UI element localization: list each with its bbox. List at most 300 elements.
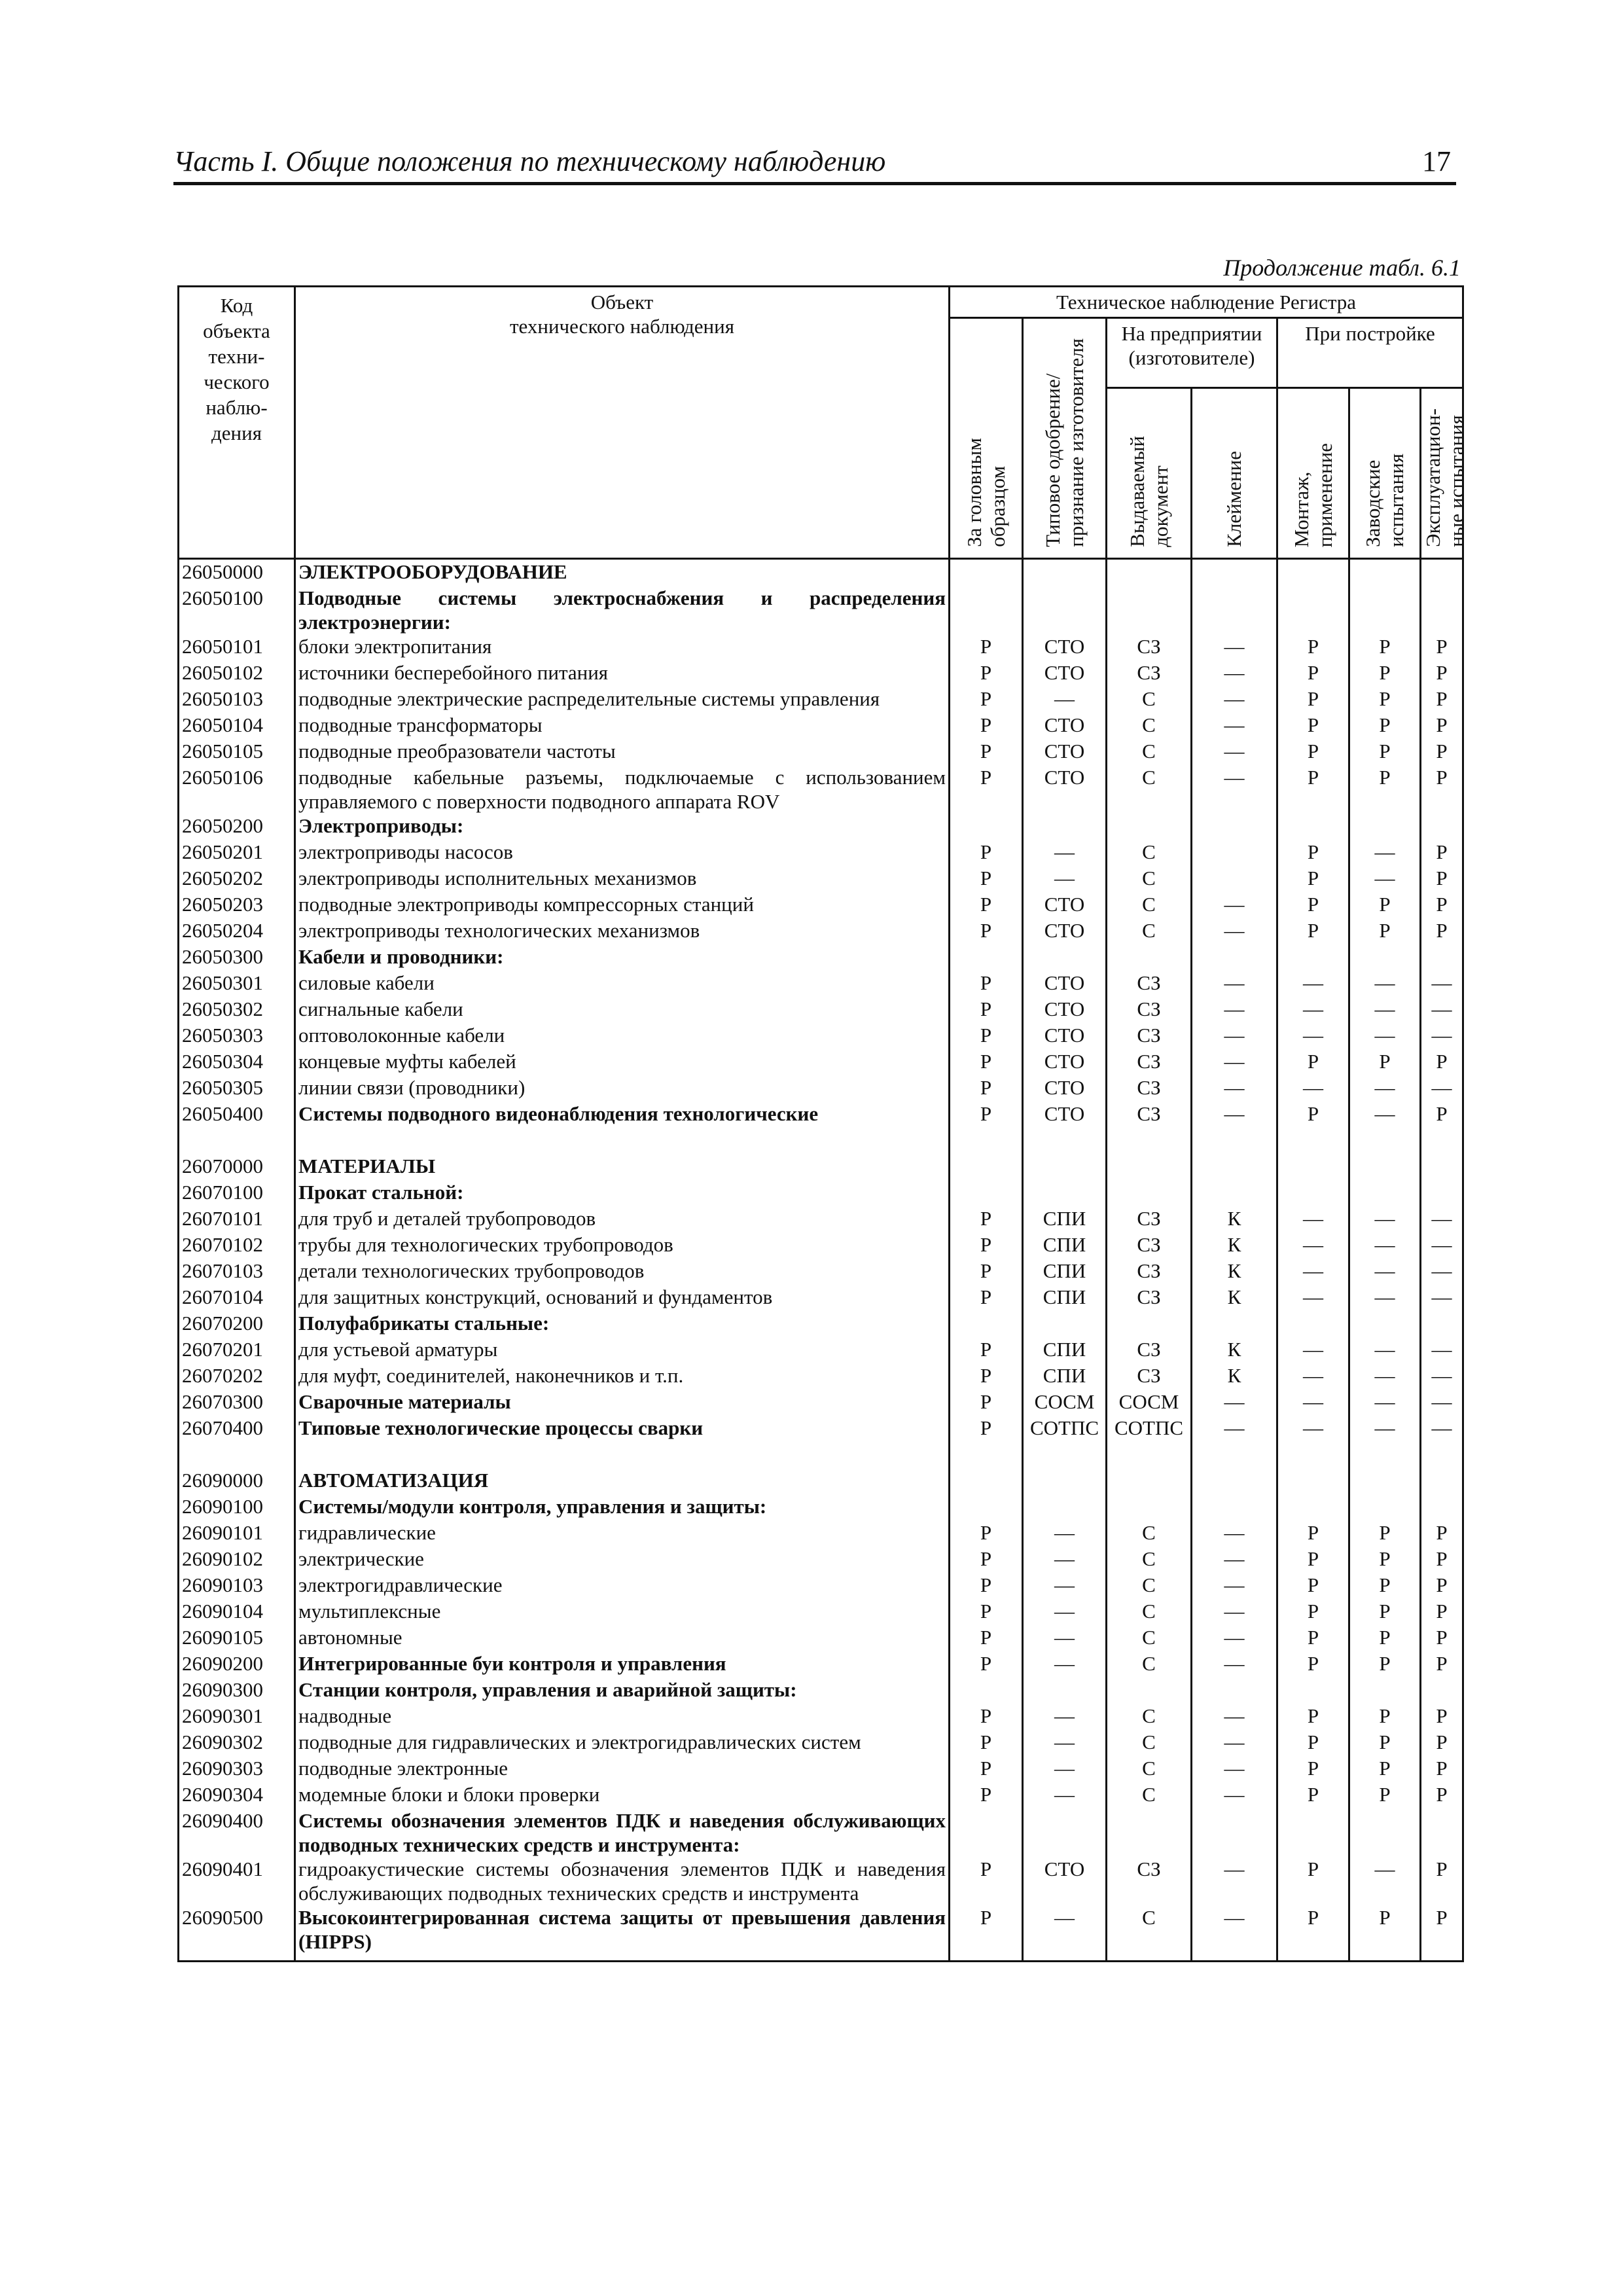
value-cell: — <box>1349 1232 1421 1259</box>
value-cell: — <box>1023 840 1107 866</box>
value-cell: Р <box>950 971 1023 997</box>
object-cell: Полуфабрикаты стальные: <box>295 1311 950 1337</box>
value-cell: — <box>1192 1075 1277 1102</box>
value-cell: СЗ <box>1107 1363 1192 1390</box>
value-cell: Р <box>1277 713 1349 739</box>
value-cell: СТО <box>1023 1857 1107 1905</box>
value-cell: Р <box>950 1102 1023 1128</box>
header-factory-tests: Заводские испытания <box>1349 388 1421 559</box>
object-cell: надводные <box>295 1704 950 1730</box>
value-cell: — <box>1023 1730 1107 1756</box>
value-cell: — <box>1349 1206 1421 1232</box>
value-cell: Р <box>1421 1049 1463 1075</box>
spacer-row <box>179 1442 1463 1468</box>
value-cell: — <box>1192 971 1277 997</box>
value-cell: Р <box>950 918 1023 944</box>
value-cell: Р <box>1277 687 1349 713</box>
value-cell: — <box>1421 1416 1463 1442</box>
value-cell: СПИ <box>1023 1206 1107 1232</box>
value-cell: СТО <box>1023 892 1107 918</box>
table-row <box>179 1808 1463 1857</box>
code-cell: 26090104 <box>179 1599 295 1625</box>
header-type-approval: Типовое одобрение/ признание изготовителя <box>1023 318 1107 559</box>
value-cell: Р <box>950 840 1023 866</box>
code-cell: 26090303 <box>179 1756 295 1782</box>
value-cell <box>1023 1468 1107 1494</box>
value-cell: СПИ <box>1023 1363 1107 1390</box>
value-cell: — <box>1277 971 1349 997</box>
value-cell <box>1277 1494 1349 1520</box>
value-cell: Р <box>1277 765 1349 814</box>
object-cell: подводные кабельные разъемы, подключаемые с использованием управляемого с поверхности подводного аппарата ROV <box>295 765 950 814</box>
object-cell: Прокат стальной: <box>295 1180 950 1206</box>
value-cell: Р <box>950 1782 1023 1808</box>
object-cell: Подводные системы электроснабжения и распределения электроэнергии: <box>295 586 950 634</box>
value-cell: СТО <box>1023 634 1107 660</box>
value-cell <box>1349 1154 1421 1180</box>
header-marking: Клеймение <box>1192 388 1277 559</box>
value-cell: К <box>1192 1363 1277 1390</box>
value-cell <box>1023 1128 1107 1154</box>
value-cell: Р <box>1349 918 1421 944</box>
value-cell: — <box>1192 1782 1277 1808</box>
value-cell: Р <box>1421 892 1463 918</box>
table-row <box>179 997 1463 1023</box>
value-cell: Р <box>950 1547 1023 1573</box>
value-cell <box>1107 814 1192 840</box>
object-cell: Системы подводного видеонаблюдения технологические <box>295 1102 950 1128</box>
object-cell: модемные блоки и блоки проверки <box>295 1782 950 1808</box>
value-cell <box>950 814 1023 840</box>
value-cell: — <box>1349 1857 1421 1905</box>
value-cell: Р <box>1277 739 1349 765</box>
table-row <box>179 1363 1463 1390</box>
object-cell: Системы/модули контроля, управления и защиты: <box>295 1494 950 1520</box>
value-cell: Р <box>1277 1782 1349 1808</box>
value-cell <box>1349 559 1421 586</box>
value-cell <box>1349 1677 1421 1704</box>
page-number: 17 <box>1422 145 1451 177</box>
value-cell: СЗ <box>1107 1102 1192 1128</box>
value-cell <box>1421 1808 1463 1857</box>
object-cell: электрические <box>295 1547 950 1573</box>
value-cell: — <box>1192 1573 1277 1599</box>
value-cell <box>950 1468 1023 1494</box>
table-row <box>179 1285 1463 1311</box>
value-cell <box>1277 1311 1349 1337</box>
value-cell <box>1192 559 1277 586</box>
value-cell <box>1192 866 1277 892</box>
value-cell: — <box>1421 1232 1463 1259</box>
value-cell: СПИ <box>1023 1337 1107 1363</box>
value-cell: Р <box>950 1259 1023 1285</box>
value-cell: К <box>1192 1337 1277 1363</box>
value-cell <box>1023 1311 1107 1337</box>
table-row <box>179 1573 1463 1599</box>
code-cell: 26070101 <box>179 1206 295 1232</box>
value-cell <box>1192 1677 1277 1704</box>
value-cell: Р <box>1421 1102 1463 1128</box>
code-cell: 26070104 <box>179 1285 295 1311</box>
table-row <box>179 1049 1463 1075</box>
value-cell: — <box>1023 1625 1107 1651</box>
table-row <box>179 1232 1463 1259</box>
table-row <box>179 1547 1463 1573</box>
value-cell: — <box>1421 1206 1463 1232</box>
table-row <box>179 892 1463 918</box>
code-cell: 26090000 <box>179 1468 295 1494</box>
value-cell: Р <box>1349 892 1421 918</box>
value-cell: Р <box>950 1285 1023 1311</box>
value-cell: Р <box>1421 687 1463 713</box>
value-cell: СЗ <box>1107 997 1192 1023</box>
value-cell: — <box>1192 713 1277 739</box>
value-cell: Р <box>950 1625 1023 1651</box>
value-cell <box>1192 840 1277 866</box>
value-cell: — <box>1192 1520 1277 1547</box>
value-cell: С <box>1107 1704 1192 1730</box>
value-cell: Р <box>1421 634 1463 660</box>
value-cell: Р <box>1349 1547 1421 1573</box>
value-cell: — <box>1349 1075 1421 1102</box>
value-cell: — <box>1349 840 1421 866</box>
value-cell: Р <box>1349 634 1421 660</box>
value-cell: Р <box>1349 687 1421 713</box>
table-row <box>179 840 1463 866</box>
table-body <box>179 559 1463 1962</box>
value-cell: Р <box>1349 1599 1421 1625</box>
value-cell <box>1107 1311 1192 1337</box>
value-cell <box>1421 1154 1463 1180</box>
value-cell <box>1277 1677 1349 1704</box>
value-cell <box>950 1808 1023 1857</box>
value-cell: — <box>1023 1905 1107 1962</box>
object-cell: МАТЕРИАЛЫ <box>295 1154 950 1180</box>
value-cell <box>1023 586 1107 634</box>
value-cell: Р <box>1349 1905 1421 1962</box>
value-cell: СПИ <box>1023 1285 1107 1311</box>
object-cell: для муфт, соединителей, наконечников и т.п. <box>295 1363 950 1390</box>
value-cell: Р <box>1349 1730 1421 1756</box>
value-cell: СЗ <box>1107 1049 1192 1075</box>
value-cell: Р <box>1349 1573 1421 1599</box>
value-cell <box>950 1154 1023 1180</box>
value-cell: — <box>1192 918 1277 944</box>
value-cell <box>950 1494 1023 1520</box>
code-cell: 26050100 <box>179 586 295 634</box>
header-mounting: Монтаж, применение <box>1277 388 1349 559</box>
code-cell: 26050204 <box>179 918 295 944</box>
value-cell <box>1349 1442 1421 1468</box>
object-cell: мультиплексные <box>295 1599 950 1625</box>
code-cell: 26090304 <box>179 1782 295 1808</box>
value-cell: — <box>1349 1023 1421 1049</box>
value-cell <box>1421 1180 1463 1206</box>
code-cell: 26050302 <box>179 997 295 1023</box>
value-cell: Р <box>950 1206 1023 1232</box>
value-cell <box>1349 1180 1421 1206</box>
object-cell: Станции контроля, управления и аварийной защиты: <box>295 1677 950 1704</box>
code-cell: 26050104 <box>179 713 295 739</box>
value-cell: — <box>1192 1756 1277 1782</box>
object-cell: Электроприводы: <box>295 814 950 840</box>
value-cell <box>1192 1808 1277 1857</box>
value-cell: — <box>1192 1704 1277 1730</box>
object-cell: электроприводы технологических механизмов <box>295 918 950 944</box>
table-row <box>179 559 1463 586</box>
value-cell: СЗ <box>1107 1337 1192 1363</box>
value-cell: Р <box>1349 1756 1421 1782</box>
value-cell: Р <box>950 1075 1023 1102</box>
page-header <box>173 145 1456 185</box>
value-cell: — <box>1023 1756 1107 1782</box>
value-cell <box>1277 1468 1349 1494</box>
value-cell <box>1107 586 1192 634</box>
code-cell: 26050305 <box>179 1075 295 1102</box>
value-cell: Р <box>1349 1651 1421 1677</box>
value-cell <box>1023 1442 1107 1468</box>
value-cell <box>1421 1677 1463 1704</box>
table-row <box>179 1259 1463 1285</box>
value-cell: Р <box>1277 918 1349 944</box>
value-cell: — <box>1192 1625 1277 1651</box>
value-cell: Р <box>950 1857 1023 1905</box>
value-cell <box>1023 1154 1107 1180</box>
code-cell: 26090105 <box>179 1625 295 1651</box>
value-cell: С <box>1107 1730 1192 1756</box>
value-cell: Р <box>1421 1625 1463 1651</box>
header-code: Код объекта техни- ческого наблю- дения <box>179 287 295 559</box>
value-cell <box>1107 1468 1192 1494</box>
value-cell: — <box>1192 1547 1277 1573</box>
value-cell: Р <box>1349 1520 1421 1547</box>
value-cell: — <box>1023 866 1107 892</box>
value-cell <box>1192 944 1277 971</box>
header-enterprise: На предприятии (изготовителе) <box>1107 318 1277 388</box>
value-cell <box>1349 1468 1421 1494</box>
value-cell: С <box>1107 918 1192 944</box>
value-cell <box>1023 814 1107 840</box>
value-cell: Р <box>950 1049 1023 1075</box>
value-cell: Р <box>1277 660 1349 687</box>
value-cell <box>950 559 1023 586</box>
value-cell <box>1277 1128 1349 1154</box>
value-cell <box>950 1128 1023 1154</box>
table-row <box>179 1651 1463 1677</box>
value-cell: — <box>1277 1337 1349 1363</box>
value-cell <box>1421 586 1463 634</box>
value-cell: Р <box>1349 1704 1421 1730</box>
object-cell: гидравлические <box>295 1520 950 1547</box>
object-cell: сигнальные кабели <box>295 997 950 1023</box>
value-cell: — <box>1349 1363 1421 1390</box>
value-cell <box>1107 944 1192 971</box>
value-cell <box>1023 559 1107 586</box>
value-cell: СЗ <box>1107 971 1192 997</box>
value-cell: — <box>1277 1416 1349 1442</box>
value-cell: С <box>1107 1905 1192 1962</box>
value-cell: Р <box>1277 1730 1349 1756</box>
value-cell: Р <box>950 739 1023 765</box>
value-cell: К <box>1192 1259 1277 1285</box>
code-cell: 26070200 <box>179 1311 295 1337</box>
object-cell: подводные электронные <box>295 1756 950 1782</box>
value-cell: СПИ <box>1023 1232 1107 1259</box>
value-cell: СПИ <box>1023 1259 1107 1285</box>
value-cell: — <box>1192 1416 1277 1442</box>
value-cell <box>950 586 1023 634</box>
value-cell: — <box>1192 1390 1277 1416</box>
object-cell: Кабели и проводники: <box>295 944 950 971</box>
value-cell: — <box>1421 1023 1463 1049</box>
code-cell: 26090400 <box>179 1808 295 1857</box>
value-cell: СЗ <box>1107 634 1192 660</box>
value-cell: — <box>1277 1206 1349 1232</box>
value-cell: Р <box>950 687 1023 713</box>
value-cell: Р <box>950 765 1023 814</box>
object-cell: подводные преобразователи частоты <box>295 739 950 765</box>
value-cell: Р <box>1421 1599 1463 1625</box>
value-cell: Р <box>1277 1756 1349 1782</box>
value-cell <box>1023 944 1107 971</box>
value-cell: Р <box>1421 1547 1463 1573</box>
value-cell: — <box>1421 1259 1463 1285</box>
value-cell: С <box>1107 1651 1192 1677</box>
code-cell: 26070300 <box>179 1390 295 1416</box>
value-cell: — <box>1277 997 1349 1023</box>
object-cell: электроприводы насосов <box>295 840 950 866</box>
object-cell: для устьевой арматуры <box>295 1337 950 1363</box>
table-row <box>179 1857 1463 1905</box>
value-cell: Р <box>1421 739 1463 765</box>
value-cell <box>1349 1494 1421 1520</box>
object-cell: для защитных конструкций, оснований и фундаментов <box>295 1285 950 1311</box>
value-cell: СТО <box>1023 971 1107 997</box>
value-cell: С <box>1107 1547 1192 1573</box>
code-cell: 26070000 <box>179 1154 295 1180</box>
value-cell <box>1023 1180 1107 1206</box>
value-cell: СТО <box>1023 660 1107 687</box>
value-cell: — <box>1421 971 1463 997</box>
object-cell: подводные электроприводы компрессорных станций <box>295 892 950 918</box>
value-cell: СТО <box>1023 1075 1107 1102</box>
value-cell <box>1107 1180 1192 1206</box>
code-cell: 26090200 <box>179 1651 295 1677</box>
value-cell: Р <box>950 634 1023 660</box>
table-row <box>179 814 1463 840</box>
value-cell: Р <box>950 713 1023 739</box>
object-cell: подводные электрические распределительные системы управления <box>295 687 950 713</box>
value-cell <box>1277 586 1349 634</box>
table-row <box>179 918 1463 944</box>
code-cell: 26050400 <box>179 1102 295 1128</box>
value-cell: Р <box>1349 739 1421 765</box>
table-row <box>179 1625 1463 1651</box>
header-object: Объект технического наблюдения <box>295 287 950 559</box>
object-cell: электрогидравлические <box>295 1573 950 1599</box>
value-cell: Р <box>950 1520 1023 1547</box>
value-cell: — <box>1192 892 1277 918</box>
value-cell: Р <box>1277 1704 1349 1730</box>
value-cell: Р <box>950 1573 1023 1599</box>
value-cell: Р <box>1421 713 1463 739</box>
value-cell <box>1192 1468 1277 1494</box>
value-cell: — <box>1421 1285 1463 1311</box>
value-cell: Р <box>1349 1625 1421 1651</box>
value-cell: — <box>1277 1075 1349 1102</box>
value-cell: СТО <box>1023 1023 1107 1049</box>
value-cell: Р <box>950 660 1023 687</box>
value-cell: Р <box>1421 1704 1463 1730</box>
value-cell: — <box>1023 687 1107 713</box>
table-row <box>179 1468 1463 1494</box>
value-cell: С <box>1107 1599 1192 1625</box>
value-cell: Р <box>950 1704 1023 1730</box>
table-row <box>179 1023 1463 1049</box>
value-cell <box>1349 586 1421 634</box>
header-register: Техническое наблюдение Регистра <box>950 287 1463 318</box>
table-row <box>179 1180 1463 1206</box>
value-cell: Р <box>950 1905 1023 1962</box>
value-cell: — <box>1023 1782 1107 1808</box>
table-row <box>179 1756 1463 1782</box>
object-cell: линии связи (проводники) <box>295 1075 950 1102</box>
value-cell: Р <box>1421 1651 1463 1677</box>
value-cell: Р <box>1421 1756 1463 1782</box>
table-row <box>179 1905 1463 1962</box>
table-row <box>179 586 1463 634</box>
value-cell <box>1349 814 1421 840</box>
value-cell: Р <box>1349 765 1421 814</box>
value-cell <box>1277 1808 1349 1857</box>
value-cell: Р <box>950 1416 1023 1442</box>
value-cell: Р <box>1277 634 1349 660</box>
code-cell: 26050106 <box>179 765 295 814</box>
value-cell <box>1192 814 1277 840</box>
value-cell: — <box>1192 660 1277 687</box>
value-cell: Р <box>950 1337 1023 1363</box>
value-cell: — <box>1023 1573 1107 1599</box>
value-cell: Р <box>950 1390 1023 1416</box>
value-cell: — <box>1349 1102 1421 1128</box>
value-cell <box>1107 1808 1192 1857</box>
value-cell <box>1277 1442 1349 1468</box>
value-cell: Р <box>1421 1730 1463 1756</box>
value-cell: С <box>1107 1625 1192 1651</box>
value-cell <box>950 1442 1023 1468</box>
code-cell: 26050102 <box>179 660 295 687</box>
header-document: Выдаваемый документ <box>1107 388 1192 559</box>
value-cell <box>950 1677 1023 1704</box>
value-cell: Р <box>1349 1782 1421 1808</box>
value-cell: — <box>1023 1547 1107 1573</box>
table-row <box>179 1520 1463 1547</box>
value-cell: Р <box>1421 840 1463 866</box>
table-row <box>179 1782 1463 1808</box>
value-cell: СЗ <box>1107 1075 1192 1102</box>
value-cell: СЗ <box>1107 1285 1192 1311</box>
value-cell: — <box>1349 1390 1421 1416</box>
table-row <box>179 1311 1463 1337</box>
value-cell: Р <box>1421 1857 1463 1905</box>
value-cell <box>1349 1808 1421 1857</box>
value-cell: С <box>1107 1756 1192 1782</box>
table-row <box>179 687 1463 713</box>
value-cell: Р <box>1277 840 1349 866</box>
code-cell: 26050202 <box>179 866 295 892</box>
object-cell: Сварочные материалы <box>295 1390 950 1416</box>
value-cell: — <box>1192 1049 1277 1075</box>
